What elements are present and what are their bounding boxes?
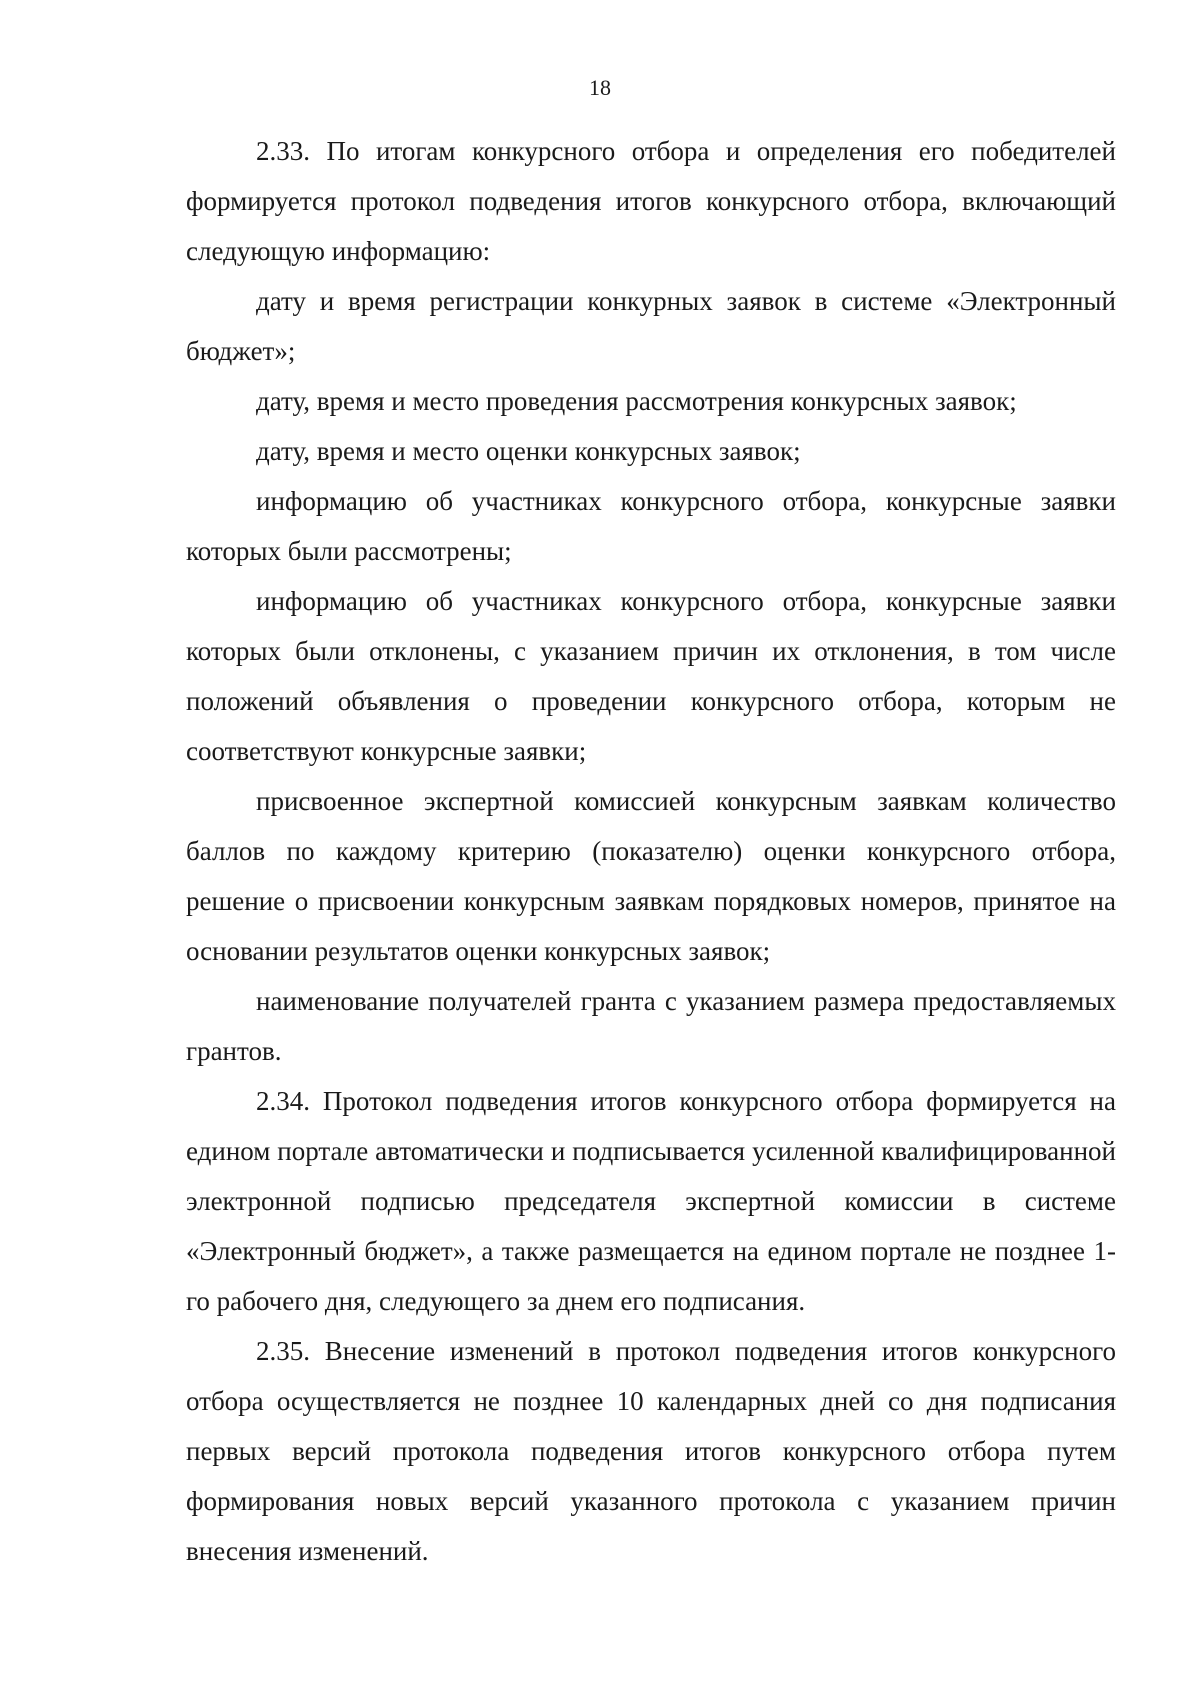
paragraph-2-33: 2.33. По итогам конкурсного отбора и определения его победителей формируется протокол подведения итогов конкурсного отбора, включающий следующую информацию: (186, 136, 1116, 266)
list-item-assigned-scores: присвоенное экспертной комиссией конкурсным заявкам количество баллов по каждому критерию (показателю) оценки конкурсного отбора, решение о присвоении конкурсным заявкам порядковых номеров, принятое на основании результатов оценки конкурсных заявок; (186, 786, 1116, 966)
page-number: 18 (589, 75, 611, 100)
list-item-registration-date: дату и время регистрации конкурных заявок в системе «Электронный бюджет»; (186, 286, 1116, 366)
list-item-review-date: дату, время и место проведения рассмотрения конкурсных заявок; (256, 386, 1017, 416)
list-item-reviewed-participants: информацию об участниках конкурсного отбора, конкурсные заявки которых были рассмотрены; (186, 486, 1116, 566)
list-item-grant-recipients: наименование получателей гранта с указанием размера предоставляемых грантов. (186, 986, 1116, 1066)
list-item-rejected-participants: информацию об участниках конкурсного отбора, конкурсные заявки которых были отклонены, с указанием причин их отклонения, в том числе положений объявления о проведении конкурсного отбора, которым не соответствуют конкурсные заявки; (186, 586, 1116, 766)
paragraph-2-35: 2.35. Внесение изменений в протокол подведения итогов конкурсного отбора осуществляется не позднее 10 календарных дней со дня подписания первых версий протокола подведения итогов конкурсного отбора путем формирования новых версий указанного протокола с указанием причин внесения изменений. (186, 1336, 1116, 1566)
document-body (186, 126, 1116, 1576)
list-item-evaluation-date: дату, время и место оценки конкурсных заявок; (256, 436, 801, 466)
paragraph-2-34: 2.34. Протокол подведения итогов конкурсного отбора формируется на едином портале автоматически и подписывается усиленной квалифицированной электронной подписью председателя экспертной комиссии в системе «Электронный бюджет», а также размещается на едином портале не позднее 1-го рабочего дня, следующего за днем его подписания. (186, 1086, 1116, 1316)
